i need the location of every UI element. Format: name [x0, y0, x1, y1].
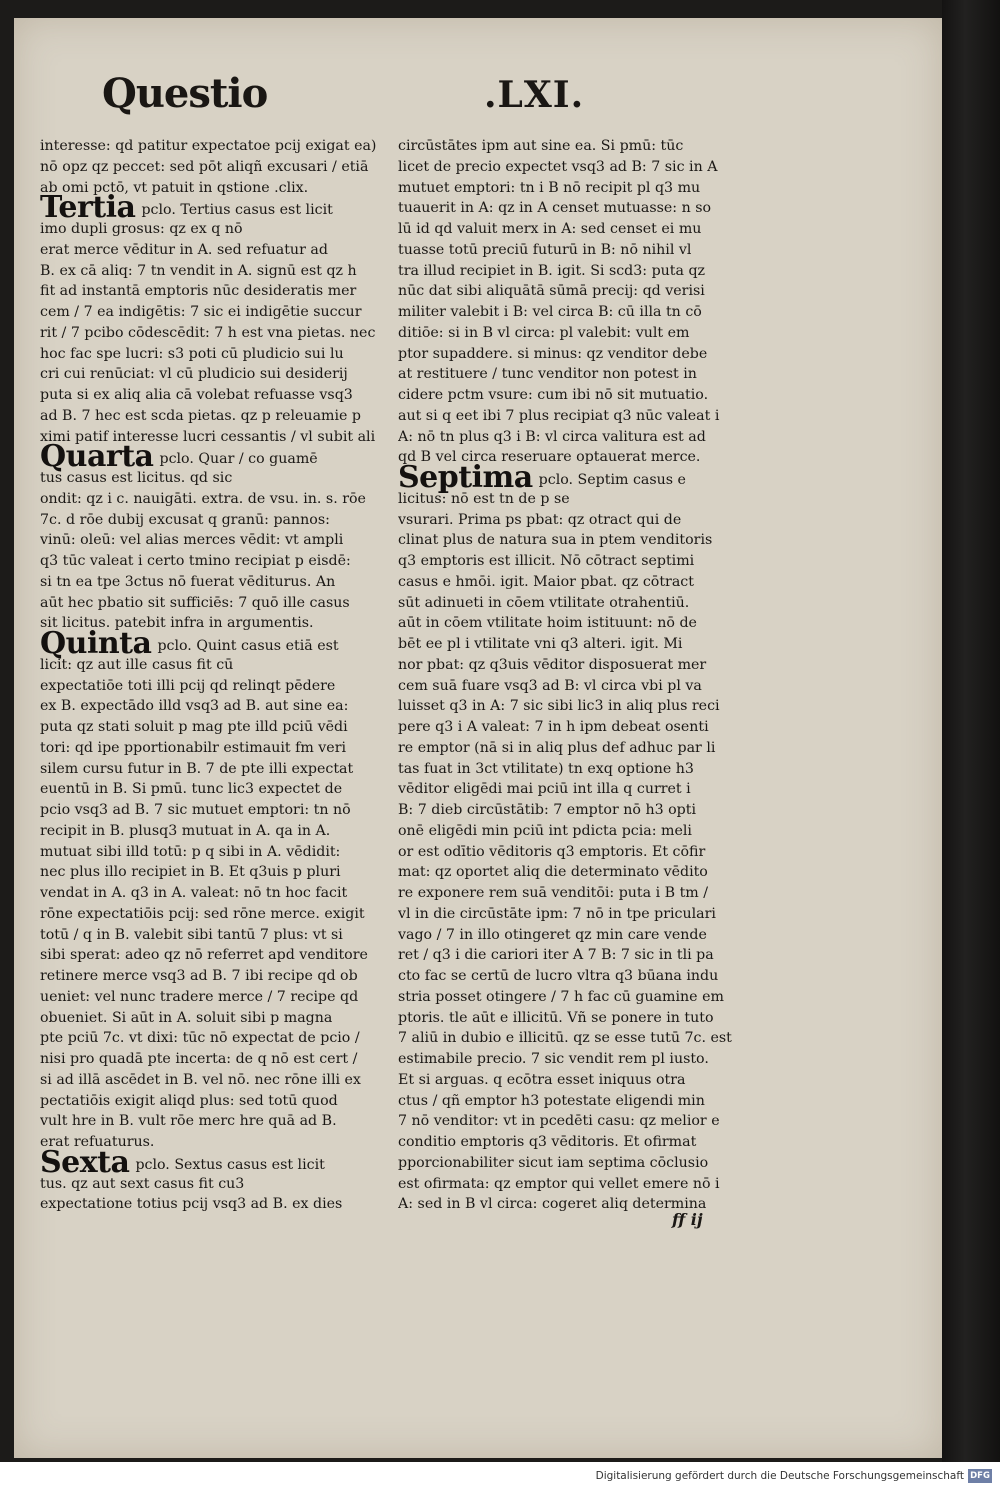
line-text: est ofirmata: qz emptor qui vellet emere nō i	[398, 1175, 720, 1192]
text-line	[40, 779, 395, 800]
text-line	[398, 157, 750, 178]
line-text: nisi pro quadā pte incerta: de q nō est cert /	[40, 1051, 358, 1067]
line-text: erat merce vēditur in A. sed refuatur ad	[40, 241, 328, 258]
line-text: hoc fac spe lucri: s3 poti cū pludicio sui lu	[40, 345, 344, 362]
text-line	[40, 925, 395, 946]
line-text: ret / q3 i die cariori iter A 7 B: 7 sic in tli pa	[398, 947, 714, 964]
line-text: nec plus illo recipiet in B. Et q3uis p pluri	[40, 864, 341, 881]
line-text: pcio vsq3 ad B. 7 sic mutuet emptori: tn nō	[40, 802, 351, 818]
line-text: si ad illā ascēdet in B. vel nō. nec rōne illi ex	[40, 1071, 361, 1088]
line-text: vendat in A. q3 in A. valeat: nō tn hoc facit	[40, 885, 348, 901]
text-line	[40, 904, 395, 925]
line-text: at restituere / tunc venditor non potest in	[398, 366, 697, 383]
line-text: pclo. Sextus casus est licit	[135, 1156, 325, 1173]
text-line	[40, 510, 395, 531]
section-initial: Tertia	[40, 190, 136, 226]
line-text: pclo. Quint casus etiā est	[157, 638, 339, 654]
text-line	[40, 344, 395, 365]
text-line	[398, 1091, 750, 1112]
line-text: recipit in B. plusq3 mutuat in A. qa in A.	[40, 822, 331, 839]
line-text: puta qz stati soluit p mag pte illd pciū vēdi	[40, 719, 348, 735]
text-line	[40, 738, 395, 759]
text-line	[398, 759, 750, 780]
text-line	[398, 572, 750, 593]
line-text: 7c. d rōe dubij excusat q granū: pannos:	[40, 511, 330, 528]
folio-number: .LXI.	[484, 74, 585, 116]
text-line	[40, 1028, 395, 1049]
text-line	[40, 385, 395, 406]
text-line	[398, 696, 750, 717]
left-text-column	[40, 136, 395, 1215]
line-text: aūt hec pbatio sit sufficiēs: 7 quō ille casus	[40, 594, 350, 611]
text-line	[398, 136, 750, 157]
line-text: sūt adinueti in cōem vtilitate otrahentiū.	[398, 594, 690, 611]
text-line	[398, 1008, 750, 1029]
text-line	[40, 883, 395, 904]
text-line	[40, 572, 395, 593]
text-line	[40, 136, 395, 157]
text-line	[398, 240, 750, 261]
dfg-logo: DFG	[968, 1469, 992, 1483]
line-text: vult hre in B. vult rōe merc hre quā ad B.	[40, 1113, 337, 1130]
line-text: Et si arguas. q ecōtra esset iniquus otra	[398, 1071, 686, 1088]
text-line	[398, 551, 750, 572]
text-line	[398, 862, 750, 883]
line-text: ab omi pctō, vt patuit in qstione .clix.	[40, 179, 309, 196]
text-line	[40, 966, 395, 987]
line-text: estimabile precio. 7 sic vendit rem pl iusto.	[398, 1051, 709, 1067]
section-opening-line	[40, 439, 395, 475]
text-line	[398, 261, 750, 282]
text-line	[40, 1070, 395, 1091]
line-text: tuasse totū preciū futurū in B: nō nihil vl	[398, 241, 692, 258]
line-text: vago / 7 in illo otingeret qz min care vende	[398, 926, 707, 943]
book-page	[14, 18, 942, 1458]
text-line	[398, 966, 750, 987]
line-text: lū id qd valuit merx in A: sed censet ei mu	[398, 221, 702, 237]
line-text: pte pciū 7c. vt dixi: tūc nō expectat de pcio /	[40, 1030, 360, 1047]
line-text: A: nō tn plus q3 i B: vl circa valitura est ad	[398, 428, 706, 445]
line-text: nō opz qz peccet: sed pōt aliqñ excusari / etiā	[40, 158, 369, 175]
line-text: qd B vel circa reseruare optauerat merce.	[398, 449, 701, 466]
line-text: ptoris. tle aūt e illicitū. Vñ se ponere in tuto	[398, 1009, 714, 1026]
text-line	[398, 178, 750, 199]
line-text: ondit: qz i c. nauigāti. extra. de vsu. in. s. rōe	[40, 490, 366, 507]
text-line	[40, 323, 395, 344]
line-text: re exponere rem suā venditōi: puta i B tm /	[398, 885, 709, 901]
line-text: clinat plus de natura sua in ptem venditoris	[398, 532, 713, 549]
line-text: silem cursu futur in B. 7 de pte illi expectat	[40, 760, 354, 777]
section-opening-line	[40, 626, 395, 661]
line-text: militer valebit i B: vel circa B: cū illa tn cō	[398, 304, 702, 320]
text-line	[40, 862, 395, 883]
line-text: re emptor (nā si in aliq plus def adhuc par li	[398, 739, 716, 756]
line-text: obueniet. Si aūt in A. soluit sibi p magna	[40, 1009, 333, 1026]
text-line	[398, 1049, 750, 1070]
line-text: tra illud recipiet in B. igit. Si scd3: puta qz	[398, 262, 706, 279]
line-text: retinere merce vsq3 ad B. 7 ibi recipe qd ob	[40, 968, 358, 984]
text-line	[40, 551, 395, 572]
line-text: tori: qd ipe pportionabilr estimauit fm veri	[40, 739, 347, 756]
text-line	[398, 198, 750, 219]
signature-mark: ff ij	[672, 1210, 703, 1229]
text-line	[40, 821, 395, 842]
section-initial: Sexta	[40, 1144, 130, 1180]
line-text: mutuet emptori: tn i B nō recipit pl q3 mu	[398, 179, 701, 196]
line-text: si tn ea tpe 3ctus nō fuerat vēditurus. An	[40, 573, 336, 590]
line-text: imo dupli grosus: qz ex q nō	[40, 221, 243, 237]
line-text: casus e hmōi. igit. Maior pbat. qz cōtract	[398, 573, 694, 590]
line-text: vsurari. Prima ps pbat: qz otract qui de	[398, 511, 682, 528]
text-line	[398, 1070, 750, 1091]
text-line	[398, 406, 750, 427]
line-text: onē eligēdi min pciū int pdicta pcia: meli	[398, 822, 692, 839]
line-text: tas fuat in 3ct vtilitate) tn exq optione h3	[398, 760, 694, 777]
line-text: sit licitus. patebit infra in argumentis.	[40, 615, 314, 632]
line-text: expectatione totius pcij vsq3 ad B. ex dies	[40, 1196, 343, 1213]
line-text: mat: qz oportet aliq die determinato vēdito	[398, 864, 708, 881]
text-line	[40, 530, 395, 551]
text-line	[398, 945, 750, 966]
line-text: ximi patif interesse lucri cessantis / vl subit ali	[40, 428, 376, 445]
line-text: euentū in B. Si pmū. tunc lic3 expectet de	[40, 781, 343, 798]
text-line	[398, 364, 750, 385]
line-text: pere q3 i A valeat: 7 in h ipm debeat osenti	[398, 719, 709, 735]
text-line	[398, 530, 750, 551]
line-text: 7 aliū in dubio e illicitū. qz se esse tutū 7c. est	[398, 1030, 732, 1047]
section-initial: Quarta	[40, 439, 154, 475]
text-line	[40, 842, 395, 863]
text-line	[40, 489, 395, 510]
text-line	[398, 738, 750, 759]
line-text: q3 tūc valeat i certo tmino recipiat p eisdē:	[40, 553, 351, 569]
page-header	[14, 70, 942, 130]
text-line	[40, 1194, 395, 1215]
line-text: interesse: qd patitur expectatoe pcij exigat ea)	[40, 138, 377, 154]
text-line	[398, 385, 750, 406]
text-line	[398, 281, 750, 302]
line-text: cto fac se certū de lucro vltra q3 būana indu	[398, 968, 719, 984]
funding-credit: Digitalisierung gefördert durch die Deutsche Forschungsgemeinschaft	[595, 1470, 964, 1482]
text-line	[398, 842, 750, 863]
text-line	[40, 593, 395, 614]
line-text: cidere pctm vsure: cum ibi nō sit mutuatio.	[398, 387, 709, 403]
text-line	[398, 779, 750, 800]
section-initial: Quinta	[40, 626, 152, 661]
line-text: 7 nō venditor: vt in pcedēti casu: qz melior e	[398, 1113, 720, 1130]
text-line	[40, 1111, 395, 1132]
line-text: licitus: nō est tn de p se	[398, 490, 570, 507]
line-text: rit / 7 pcibo cōdescēdit: 7 h est vna pietas. nec	[40, 324, 376, 341]
text-line	[398, 219, 750, 240]
line-text: vl in die circūstāte ipm: 7 nō in tpe priculari	[398, 905, 716, 922]
section-opening-line	[40, 190, 395, 226]
text-line	[398, 987, 750, 1008]
text-line	[40, 281, 395, 302]
line-text: pclo. Tertius casus est licit	[141, 202, 333, 219]
text-line	[398, 821, 750, 842]
line-text: totū / q in B. valebit sibi tantū 7 plus: vt si	[40, 926, 343, 943]
line-text: ditiōe: si in B vl circa: pl valebit: vult em	[398, 324, 690, 341]
text-line	[40, 676, 395, 697]
line-text: cem / 7 ea indigētis: 7 sic ei indigētie succur	[40, 304, 362, 320]
section-opening-line	[40, 1144, 395, 1180]
text-line	[40, 261, 395, 282]
line-text: B. ex cā aliq: 7 tn vendit in A. signū est qz h	[40, 262, 357, 279]
line-text: cem suā fuare vsq3 ad B: vl circa vbi pl va	[398, 677, 702, 694]
line-text: q3 emptoris est illicit. Nō cōtract septimi	[398, 553, 695, 569]
line-text: tus. qz aut sext casus fit cu3	[40, 1175, 245, 1192]
text-line	[40, 364, 395, 385]
line-text: nor pbat: qz q3uis vēditor disposuerat mer	[398, 656, 707, 673]
text-line	[398, 1111, 750, 1132]
text-line	[398, 717, 750, 738]
text-line	[40, 945, 395, 966]
line-text: erat refuaturus.	[40, 1134, 155, 1150]
line-text: vinū: oleū: vel alias merces vēdit: vt ampli	[40, 532, 344, 549]
line-text: conditio emptoris q3 vēditoris. Et ofirmat	[398, 1134, 697, 1150]
text-line	[398, 676, 750, 697]
text-line	[398, 634, 750, 655]
text-line	[40, 987, 395, 1008]
line-text: ptor supaddere. si minus: qz venditor debe	[398, 345, 708, 362]
text-line	[398, 510, 750, 531]
text-line	[398, 925, 750, 946]
text-line	[40, 1008, 395, 1029]
line-text: puta si ex aliq alia cā volebat refuasse vsq3	[40, 387, 353, 403]
text-line	[398, 302, 750, 323]
line-text: circūstātes ipm aut sine ea. Si pmū: tūc	[398, 138, 684, 154]
text-line	[398, 1174, 750, 1195]
line-text: pclo. Septim casus e	[538, 472, 686, 488]
running-head: Questio	[102, 70, 268, 117]
line-text: cri cui renūciat: vl cū pludicio sui desiderij	[40, 366, 348, 383]
line-text: bēt ee pl i vtilitate vni q3 alteri. igit. Mi	[398, 636, 683, 652]
text-line	[40, 759, 395, 780]
line-text: ex B. expectādo illd vsq3 ad B. aut sine ea:	[40, 698, 349, 715]
right-text-column	[398, 136, 750, 1215]
text-line	[40, 406, 395, 427]
text-line	[40, 302, 395, 323]
text-line	[40, 1049, 395, 1070]
line-text: tuauerit in A: qz in A censet mutuasse: n so	[398, 200, 712, 217]
line-text: sibi sperat: adeo qz nō referret apd venditore	[40, 947, 368, 964]
text-line	[40, 1091, 395, 1112]
line-text: aūt in cōem vtilitate hoim istituunt: nō de	[398, 615, 697, 632]
text-line	[40, 240, 395, 261]
text-line	[40, 800, 395, 821]
line-text: aut si q eet ibi 7 plus recipiat q3 nūc valeat i	[398, 407, 720, 424]
line-text: pectatiōis exigit aliqd plus: sed totū quod	[40, 1092, 338, 1109]
line-text: or est odītio vēditoris q3 emptoris. Et cōfir	[398, 843, 706, 860]
footer-bar	[0, 1462, 1000, 1492]
line-text: ctus / qñ emptor h3 potestate eligendi min	[398, 1092, 705, 1109]
text-line	[398, 904, 750, 925]
line-text: vēditor eligēdi mai pciū int illa q curret i	[398, 781, 691, 798]
line-text: expectatiōe toti illi pcij qd relinqt pēdere	[40, 677, 336, 694]
section-opening-line	[398, 460, 750, 495]
text-line	[398, 613, 750, 634]
text-line	[398, 800, 750, 821]
line-text: mutuat sibi illd totū: p q sibi in A. vēdidit:	[40, 843, 341, 860]
line-text: tus casus est licitus. qd sic	[40, 470, 233, 486]
line-text: pporcionabiliter sicut iam septima cōclusio	[398, 1154, 709, 1171]
line-text: stria posset otingere / 7 h fac cū guamine em	[398, 988, 724, 1005]
line-text: A: sed in B vl circa: cogeret aliq determina	[398, 1196, 707, 1213]
text-line	[398, 323, 750, 344]
line-text: B: 7 dieb circūstātib: 7 emptor nō h3 opti	[398, 802, 696, 818]
text-line	[398, 655, 750, 676]
line-text: luisset q3 in A: 7 sic sibi lic3 in aliq plus reci	[398, 698, 720, 715]
text-line	[40, 696, 395, 717]
line-text: ueniet: vel nunc tradere merce / 7 recipe qd	[40, 988, 359, 1005]
line-text: licet de precio expectet vsq3 ad B: 7 sic in A	[398, 158, 718, 175]
section-initial: Septima	[398, 460, 533, 495]
text-line	[398, 1028, 750, 1049]
line-text: fit ad instantā emptoris nūc desideratis mer	[40, 283, 357, 300]
line-text: rōne expectatiōis pcij: sed rōne merce. exigit	[40, 905, 365, 922]
line-text: ad B. 7 hec est scda pietas. qz p releuamie p	[40, 407, 362, 424]
text-line	[398, 344, 750, 365]
text-line	[398, 593, 750, 614]
text-line	[40, 157, 395, 178]
line-text: nūc dat sibi aliquātā sūmā precij: qd verisi	[398, 283, 705, 300]
scan-edge	[942, 0, 1000, 1462]
text-line	[398, 1132, 750, 1153]
text-line	[398, 427, 750, 448]
line-text: pclo. Quar / co guamē	[159, 451, 318, 468]
text-line	[40, 717, 395, 738]
line-text: licit: qz aut ille casus fit cū	[40, 656, 234, 673]
text-line	[398, 883, 750, 904]
text-line	[398, 1153, 750, 1174]
